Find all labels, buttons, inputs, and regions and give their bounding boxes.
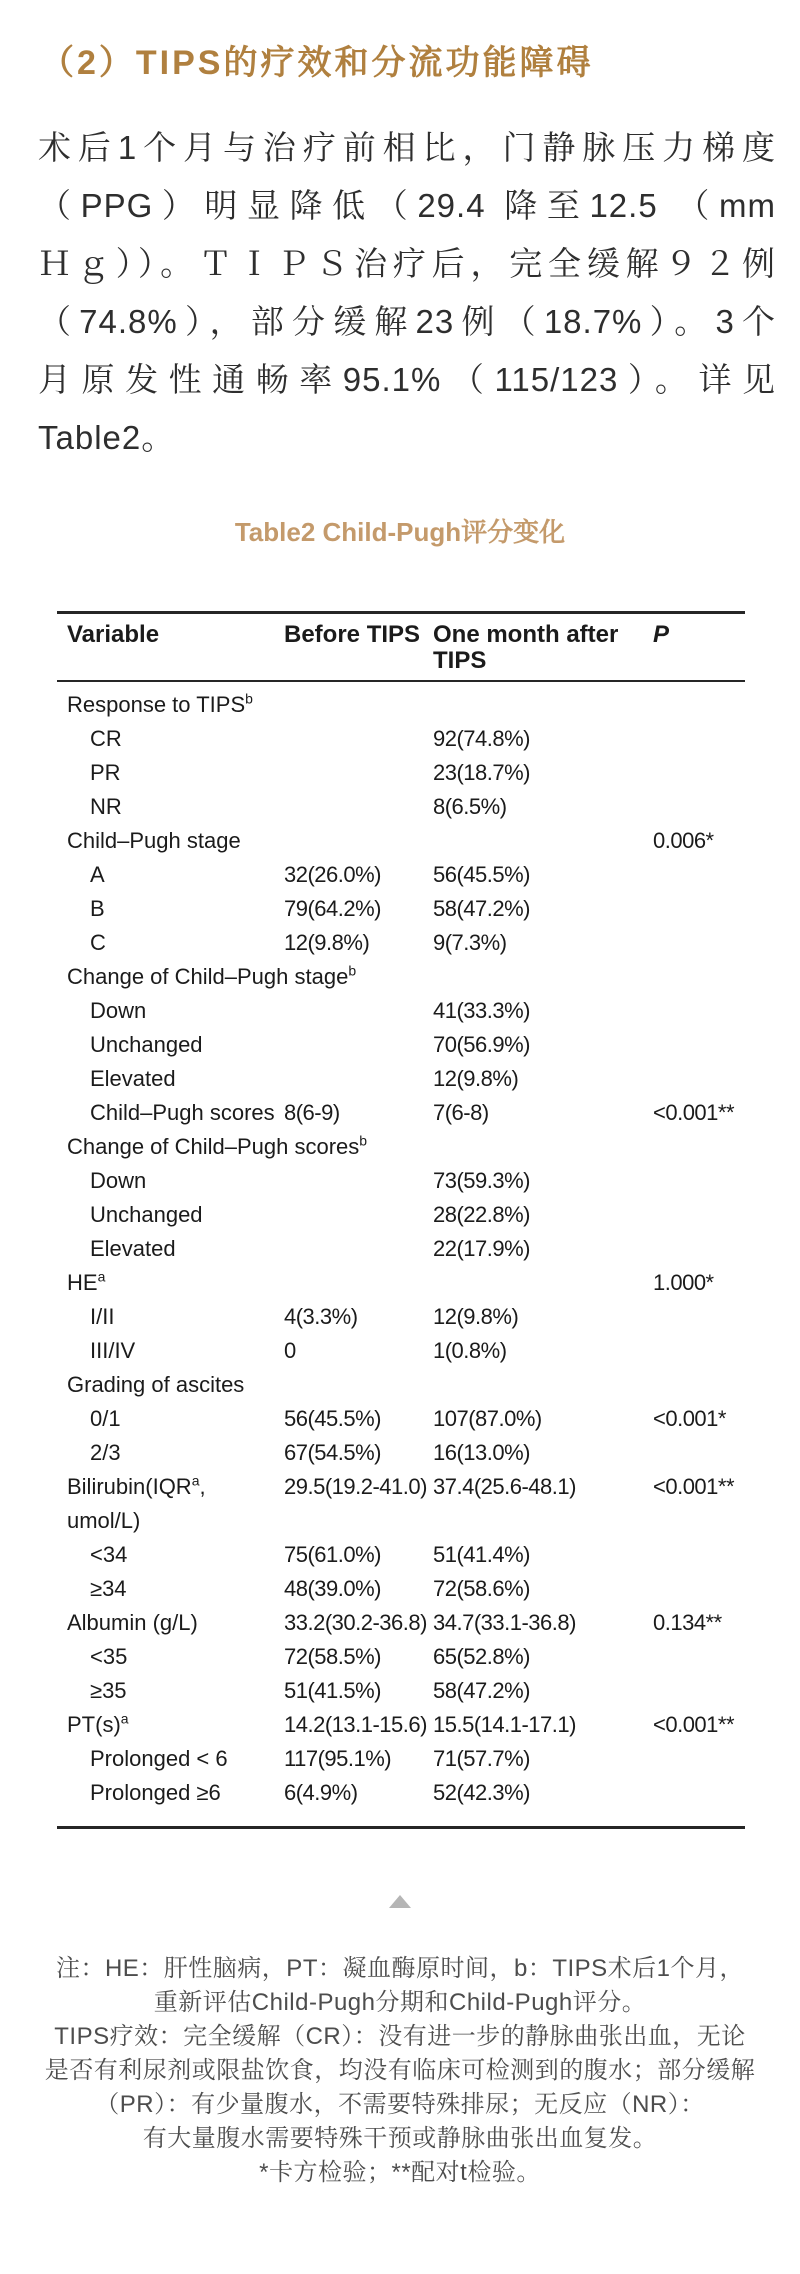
- cell-variable: 2/3: [90, 1440, 121, 1465]
- cell-variable: Change of Child–Pugh scores$^b$: [67, 1132, 368, 1159]
- cell-after-tips: 56(45.5%): [433, 862, 531, 887]
- cell-variable: C: [90, 930, 106, 955]
- cell-variable: Albumin (g/L): [67, 1610, 198, 1635]
- cell-after-tips: 7(6-8): [433, 1100, 489, 1125]
- paragraph-line: 术后1个月与治疗前相比，门静脉压力梯度: [38, 129, 776, 166]
- section-heading: （2）TIPS的疗效和分流功能障碍: [40, 44, 594, 82]
- cell-p-value: [653, 1674, 745, 1708]
- cell-before-tips: 67(54.5%): [284, 1440, 382, 1465]
- cell-before-tips: [284, 1232, 433, 1266]
- table-header-before-tips: Before TIPS: [284, 621, 421, 648]
- cell-variable: 0/1: [90, 1406, 121, 1431]
- cell-before-tips: [284, 1028, 433, 1062]
- data-table: [57, 611, 745, 1829]
- footnote-line: *卡方检验；**配对t检验。: [259, 2159, 541, 2186]
- cell-variable: Child–Pugh scores: [90, 1100, 275, 1125]
- cell-variable: Prolonged < 6: [90, 1746, 228, 1771]
- cell-p-value: [653, 1062, 745, 1096]
- cell-p-value: <0.001**: [653, 1100, 735, 1125]
- cell-after-tips: 58(47.2%): [433, 896, 531, 921]
- table-row: [57, 1402, 745, 1436]
- cell-after-tips: 12(9.8%): [433, 1066, 519, 1091]
- cell-variable: $PT(s)^a$: [67, 1710, 129, 1737]
- table-row: [57, 1742, 745, 1776]
- cell-after-tips: 107(87.0%): [433, 1406, 542, 1431]
- collapse-triangle-icon[interactable]: [389, 1895, 411, 1908]
- cell-before-tips: 33.2(30.2-36.8): [284, 1610, 427, 1635]
- cell-after-tips: 9(7.3%): [433, 930, 507, 955]
- cell-after-tips: 8(6.5%): [433, 794, 507, 819]
- cell-variable: PR: [90, 760, 121, 785]
- cell-p-value: <0.001**: [653, 1712, 735, 1737]
- cell-after-tips: 70(56.9%): [433, 1032, 531, 1057]
- footnote-line: 注：HE：肝性脑病，PT：凝血酶原时间，b：TIPS术后1个月，: [55, 1955, 745, 1982]
- table-row: [57, 1708, 745, 1742]
- cell-p-value: [653, 790, 745, 824]
- cell-before-tips: 29.5(19.2-41.0): [284, 1474, 427, 1499]
- table-row: [57, 824, 745, 858]
- table-row: [57, 756, 745, 790]
- cell-before-tips: 79(64.2%): [284, 896, 382, 921]
- cell-after-tips: 34.7(33.1-36.8): [433, 1610, 576, 1635]
- cell-before-tips: 32(26.0%): [284, 862, 382, 887]
- cell-variable: <34: [90, 1542, 128, 1567]
- table-row: [57, 1232, 745, 1266]
- cell-after-tips: 37.4(25.6-48.1): [433, 1474, 576, 1499]
- cell-after-tips: 73(59.3%): [433, 1168, 531, 1193]
- cell-variable: $HE^a$: [67, 1268, 106, 1295]
- table-row: [57, 960, 745, 994]
- cell-before-tips: [284, 824, 433, 858]
- cell-variable: ≥34: [90, 1576, 127, 1601]
- table-row: [57, 1606, 745, 1640]
- cell-p-value: [653, 858, 745, 892]
- cell-variable: Elevated: [90, 1236, 176, 1261]
- footnotes: [0, 1952, 800, 2190]
- cell-p-value: [653, 926, 745, 960]
- footnote-line: 是否有利尿剂或限盐饮食，均没有临床可检测到的腹水；部分缓解: [44, 2057, 756, 2084]
- cell-after-tips: 65(52.8%): [433, 1644, 531, 1669]
- cell-before-tips: [284, 1266, 433, 1300]
- table-row: [57, 892, 745, 926]
- cell-p-value: 0.006*: [653, 828, 714, 853]
- paragraph-line: Ｈｇ））。ＴＩＰＳ治疗后，完全缓解９２例: [38, 245, 776, 282]
- table-row: [57, 1198, 745, 1232]
- cell-before-tips: 72(58.5%): [284, 1644, 382, 1669]
- cell-variable: I/II: [90, 1304, 115, 1329]
- table-row: [57, 688, 745, 722]
- cell-before-tips: [284, 1062, 433, 1096]
- cell-before-tips: [284, 688, 433, 722]
- cell-p-value: <0.001**: [653, 1474, 735, 1499]
- cell-before-tips: 0: [284, 1338, 296, 1363]
- cell-before-tips: 14.2(13.1-15.6): [284, 1712, 427, 1737]
- paragraph-line: Table2。: [38, 419, 176, 456]
- cell-before-tips: 56(45.5%): [284, 1406, 382, 1431]
- table-row: [57, 1776, 745, 1810]
- table-row: [57, 1062, 745, 1096]
- cell-before-tips: [284, 1368, 433, 1402]
- cell-after-tips: 52(42.3%): [433, 1780, 531, 1805]
- cell-variable: Down: [90, 998, 147, 1023]
- paragraph-line: 月原发性通畅率95.1%（115/123）。详见: [38, 361, 776, 398]
- cell-before-tips: 75(61.0%): [284, 1542, 382, 1567]
- cell-p-value: [653, 722, 745, 756]
- table-row: [57, 858, 745, 892]
- table-header-row: [57, 614, 745, 682]
- cell-p-value: [653, 1232, 745, 1266]
- cell-before-tips: [284, 960, 433, 994]
- table-row: [57, 1130, 745, 1164]
- table-header-p-value: P: [653, 621, 670, 648]
- cell-p-value: [653, 892, 745, 926]
- cell-variable: Prolonged ≥6: [90, 1780, 221, 1805]
- body-paragraph: [38, 119, 776, 467]
- cell-after-tips: 71(57.7%): [433, 1746, 531, 1771]
- cell-variable: Unchanged: [90, 1032, 203, 1057]
- cell-variable: NR: [90, 794, 122, 819]
- cell-after-tips: [433, 824, 653, 858]
- cell-after-tips: [433, 1130, 653, 1164]
- cell-variable: Bilirubin(IQR$^a$, umol/L): [67, 1472, 206, 1533]
- table-row: [57, 1300, 745, 1334]
- cell-variable: Unchanged: [90, 1202, 203, 1227]
- cell-p-value: [653, 1130, 745, 1164]
- cell-before-tips: [284, 722, 433, 756]
- cell-p-value: [653, 1742, 745, 1776]
- table-row: [57, 1572, 745, 1606]
- cell-p-value: [653, 1640, 745, 1674]
- table-row: [57, 1164, 745, 1198]
- cell-before-tips: 8(6-9): [284, 1100, 340, 1125]
- cell-after-tips: [433, 1368, 653, 1402]
- table-row: [57, 926, 745, 960]
- cell-p-value: 0.134**: [653, 1610, 722, 1635]
- cell-after-tips: 72(58.6%): [433, 1576, 531, 1601]
- cell-p-value: [653, 1028, 745, 1062]
- table-body: [57, 682, 745, 1826]
- cell-before-tips: [284, 790, 433, 824]
- cell-p-value: [653, 1300, 745, 1334]
- cell-after-tips: 58(47.2%): [433, 1678, 531, 1703]
- cell-after-tips: 16(13.0%): [433, 1440, 531, 1465]
- table-row: [57, 1028, 745, 1062]
- cell-after-tips: 23(18.7%): [433, 760, 531, 785]
- cell-after-tips: [433, 960, 653, 994]
- cell-variable: <35: [90, 1644, 128, 1669]
- cell-before-tips: [284, 994, 433, 1028]
- table-row: [57, 1096, 745, 1130]
- cell-p-value: [653, 994, 745, 1028]
- table-row: [57, 1334, 745, 1368]
- cell-variable: B: [90, 896, 105, 921]
- cell-before-tips: [284, 1130, 433, 1164]
- cell-p-value: <0.001*: [653, 1406, 726, 1431]
- cell-after-tips: [433, 1266, 653, 1300]
- paragraph-line: （PPG）明显降低（29.4 降至12.5 （mm: [38, 187, 776, 224]
- table-row: [57, 1538, 745, 1572]
- footnote-line: 重新评估Child-Pugh分期和Child-Pugh评分。: [153, 1989, 647, 2016]
- cell-after-tips: 92(74.8%): [433, 726, 531, 751]
- table-row: [57, 1640, 745, 1674]
- cell-p-value: [653, 960, 745, 994]
- footnote-line: （PR）：有少量腹水，不需要特殊排尿；无反应（NR）：: [95, 2091, 705, 2118]
- cell-after-tips: 28(22.8%): [433, 1202, 531, 1227]
- cell-before-tips: 6(4.9%): [284, 1780, 358, 1805]
- cell-variable: Grading of ascites: [67, 1372, 245, 1397]
- table-caption: Table2 Child-Pugh评分变化: [234, 517, 566, 547]
- footnote-line: 有大量腹水需要特殊干预或静脉曲张出血复发。: [142, 2125, 658, 2152]
- cell-variable: ≥35: [90, 1678, 127, 1703]
- table-row: [57, 1266, 745, 1300]
- cell-p-value: [653, 756, 745, 790]
- table-row: [57, 1470, 745, 1538]
- cell-variable: Response to TIPS$^b$: [67, 690, 253, 717]
- cell-after-tips: 1(0.8%): [433, 1338, 507, 1363]
- cell-before-tips: 12(9.8%): [284, 930, 370, 955]
- cell-p-value: [653, 1572, 745, 1606]
- cell-variable: A: [90, 862, 105, 887]
- cell-after-tips: 22(17.9%): [433, 1236, 531, 1261]
- cell-p-value: [653, 1334, 745, 1368]
- cell-before-tips: 51(41.5%): [284, 1678, 382, 1703]
- cell-after-tips: 12(9.8%): [433, 1304, 519, 1329]
- cell-variable: Child–Pugh stage: [67, 828, 241, 853]
- footnote-line: TIPS疗效：完全缓解（CR）：没有进一步的静脉曲张出血，无论: [54, 2023, 746, 2050]
- cell-variable: Change of Child–Pugh stage$^b$: [67, 962, 357, 989]
- table-header-variable: Variable: [67, 621, 160, 648]
- paragraph-line: （74.8%），部分缓解23例（18.7%）。3个: [38, 303, 776, 340]
- cell-after-tips: 51(41.4%): [433, 1542, 531, 1567]
- cell-variable: CR: [90, 726, 122, 751]
- cell-p-value: 1.000*: [653, 1270, 714, 1295]
- cell-p-value: [653, 1198, 745, 1232]
- cell-after-tips: 41(33.3%): [433, 998, 531, 1023]
- cell-after-tips: [433, 688, 653, 722]
- article-page: [0, 45, 800, 2274]
- cell-variable: Elevated: [90, 1066, 176, 1091]
- cell-p-value: [653, 1164, 745, 1198]
- cell-before-tips: 117(95.1%): [284, 1746, 392, 1771]
- table-row: [57, 1674, 745, 1708]
- cell-p-value: [653, 1776, 745, 1810]
- cell-before-tips: [284, 1198, 433, 1232]
- table-row: [57, 994, 745, 1028]
- cell-before-tips: 4(3.3%): [284, 1304, 358, 1329]
- cell-before-tips: 48(39.0%): [284, 1576, 382, 1601]
- cell-p-value: [653, 1538, 745, 1572]
- cell-after-tips: 15.5(14.1-17.1): [433, 1712, 576, 1737]
- cell-before-tips: [284, 1164, 433, 1198]
- table-row: [57, 790, 745, 824]
- cell-variable: Down: [90, 1168, 147, 1193]
- cell-p-value: [653, 1436, 745, 1470]
- table-row: [57, 1368, 745, 1402]
- cell-p-value: [653, 1368, 745, 1402]
- cell-p-value: [653, 688, 745, 722]
- table-row: [57, 1436, 745, 1470]
- cell-before-tips: [284, 756, 433, 790]
- table-header-one-month-after-tips: One month after TIPS: [433, 621, 619, 674]
- cell-variable: III/IV: [90, 1338, 136, 1363]
- table-row: [57, 722, 745, 756]
